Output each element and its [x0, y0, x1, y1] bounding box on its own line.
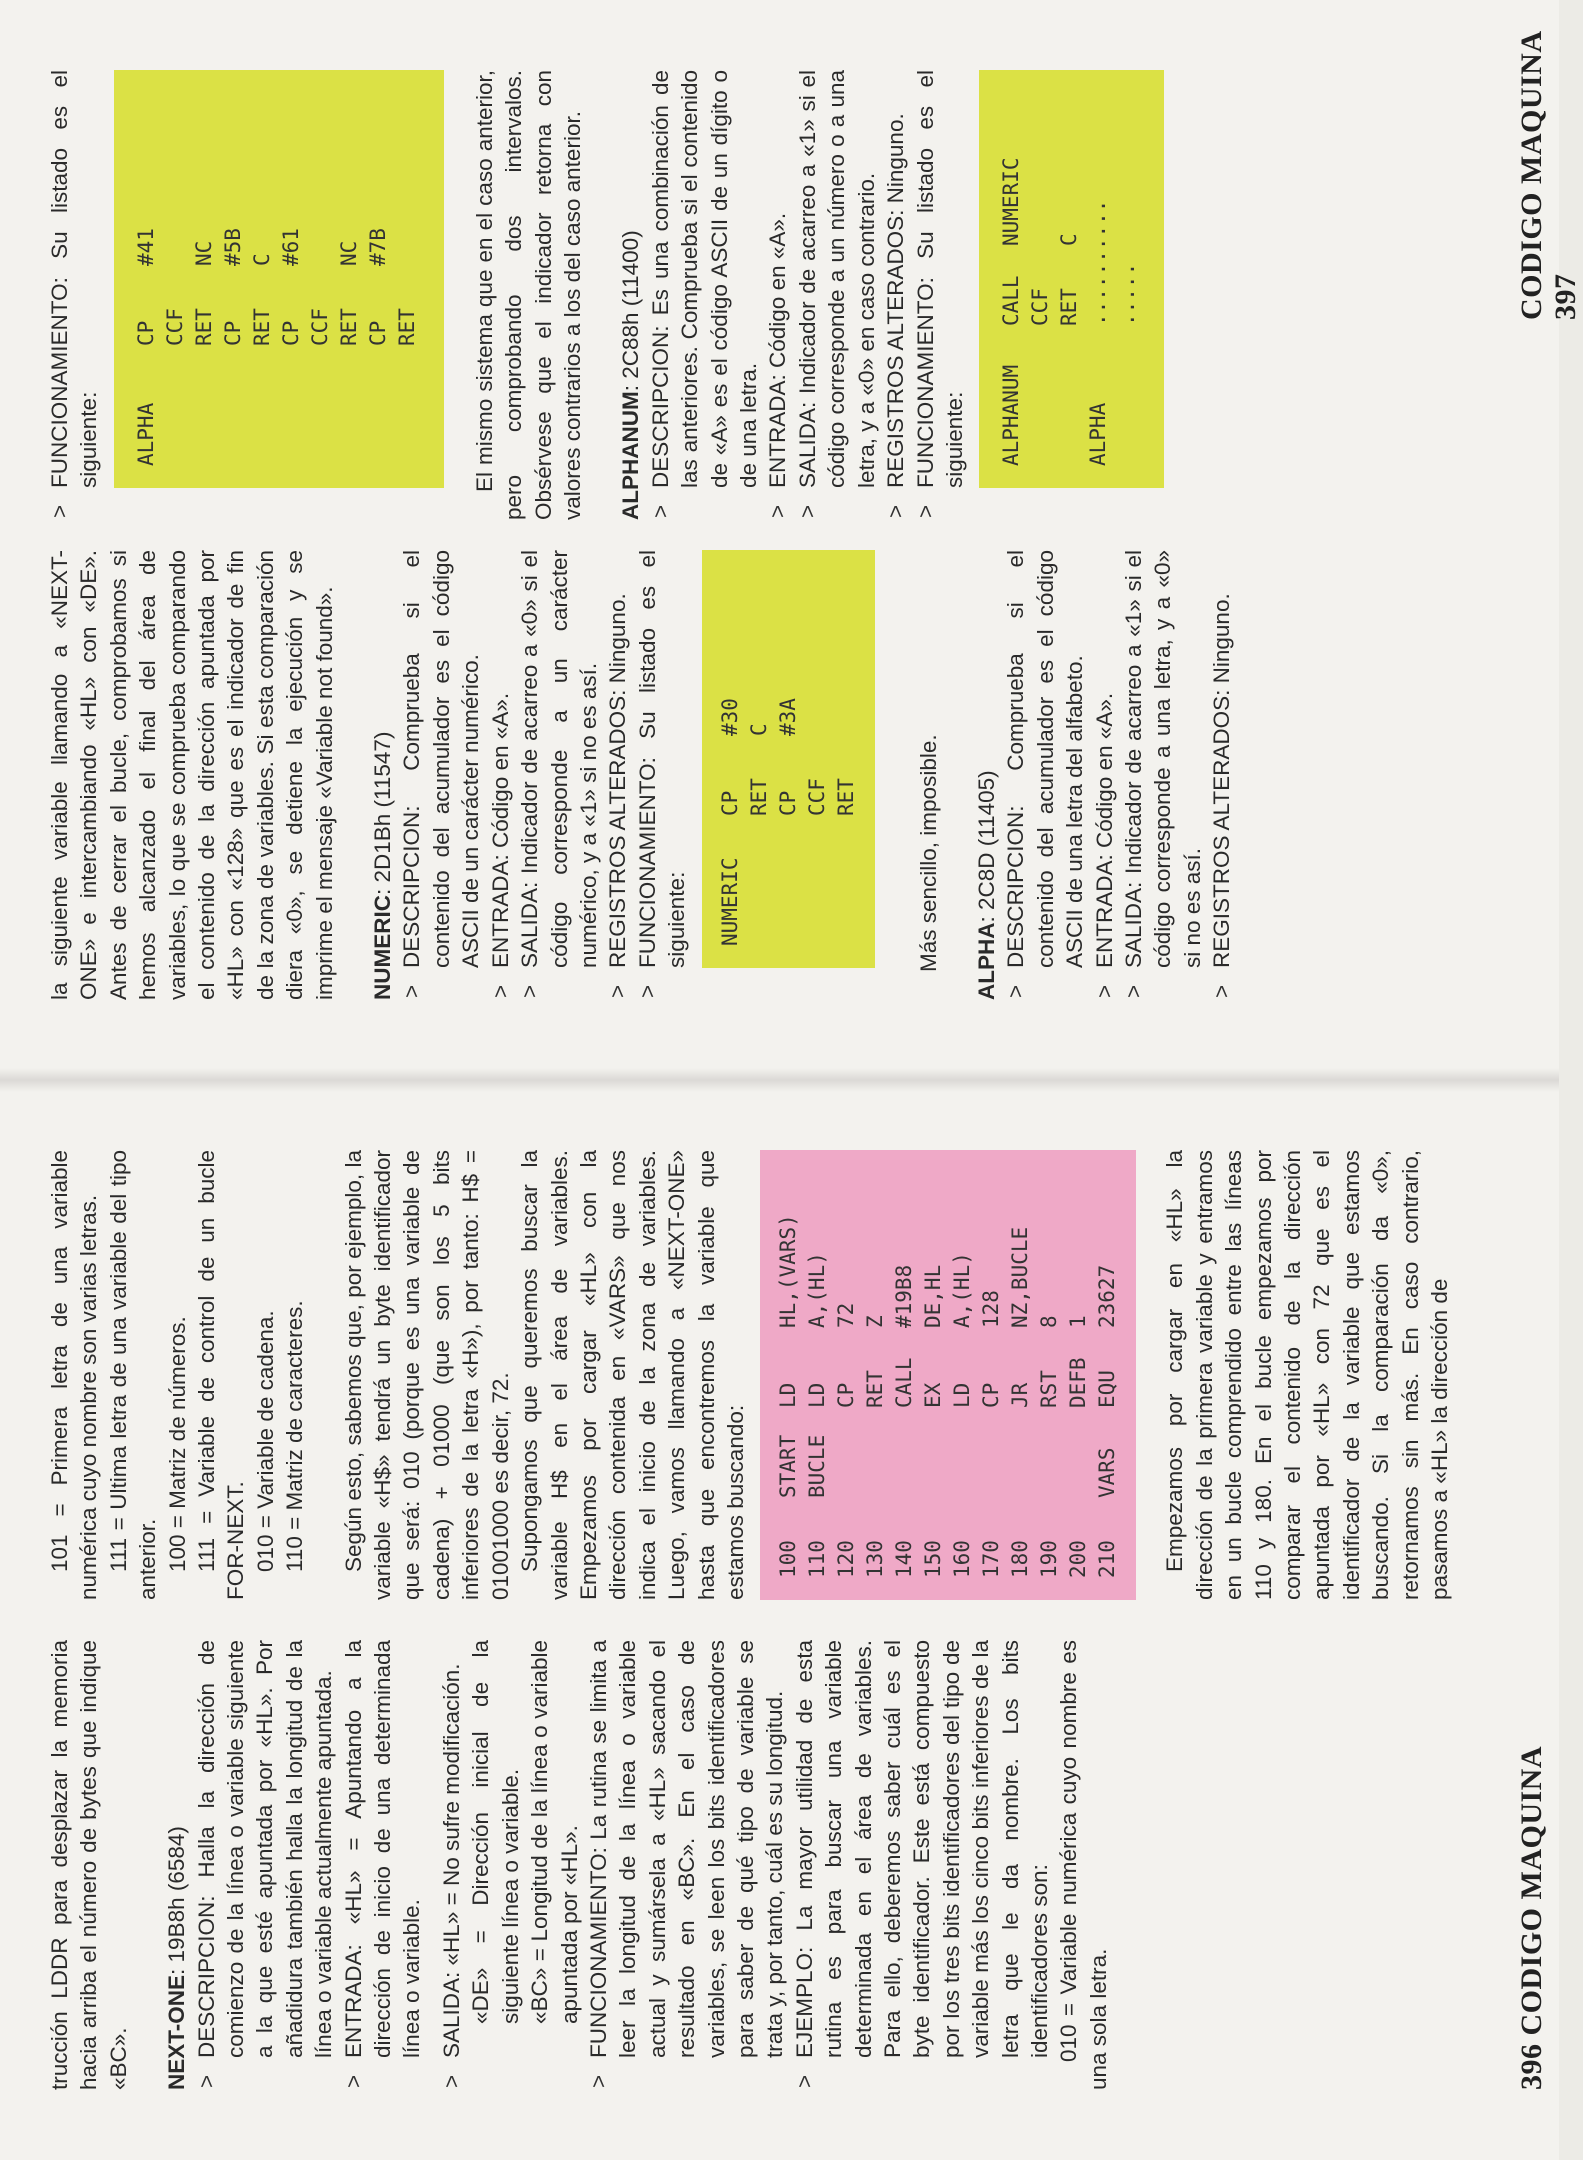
code-operand: 8	[1037, 1315, 1062, 1328]
code-line	[306, 92, 335, 466]
code-operand: HL,(VARS)	[776, 1214, 801, 1328]
line-number: 150	[921, 1540, 946, 1578]
line-number: 110	[805, 1540, 830, 1578]
paragraph: El mismo sistema que en el caso anterior, pero comprobando dos intervalos. Obsérvese que el indicador retorna con valores contrarios a los del caso anterior.	[471, 70, 586, 520]
code-operand: #30	[717, 698, 742, 736]
code-line	[393, 92, 422, 466]
code-operand: #7B	[365, 228, 390, 266]
code-operand: C	[746, 723, 771, 736]
identifier-010: 010 = Variable numérica cuyo nombre es una sola letra.	[1056, 1640, 1111, 2090]
code-line	[745, 572, 774, 946]
code-operand: DE,HL	[921, 1264, 946, 1328]
code-label	[277, 346, 306, 466]
code-opcode: RET	[863, 1370, 888, 1408]
code-line	[977, 1172, 1006, 1578]
entrada-item: > ENTRADA: Código en «A».	[486, 550, 515, 1000]
routine-address: : 2D1Bh (11547)	[370, 731, 396, 895]
identifier-111-last: 111 = Ultima letra de una variable del tipo anterior.	[105, 1150, 161, 1600]
identifier-110: 110 = Matriz de caracteres.	[282, 1300, 308, 1572]
registros-item: > REGISTROS ALTERADOS: Ninguno.	[1207, 550, 1236, 1000]
code-label	[1113, 326, 1142, 466]
code-opcode: RET	[249, 308, 274, 346]
code-opcode: RST	[1037, 1370, 1062, 1408]
code-opcode: EQU	[1095, 1370, 1120, 1408]
code-operand: #61	[278, 228, 303, 266]
code-line	[364, 92, 393, 466]
code-opcode: CCF	[1028, 288, 1053, 326]
code-line	[774, 572, 803, 946]
routine-address: : 2C8D (11405)	[973, 770, 999, 923]
code-label	[161, 346, 190, 466]
code-opcode: LD	[950, 1382, 975, 1408]
code-operand: NC	[336, 240, 361, 266]
code-opcode: CALL	[999, 275, 1024, 326]
code-opcode: CP	[220, 320, 245, 346]
code-operand: 23627	[1095, 1264, 1120, 1328]
identifier-010-string: 010 = Variable de cadena.	[252, 1310, 278, 1572]
code-line	[803, 572, 832, 946]
code-opcode: RET	[746, 778, 771, 816]
salida-item: > SALIDA: Indicador de acarreo a «1» si el código corresponde a un número o a una letra, y a «0» en caso contrario.	[793, 70, 881, 520]
code-operand: 1	[1066, 1315, 1091, 1328]
routine-heading-alphanum	[616, 70, 645, 520]
code-label	[190, 346, 219, 466]
code-label	[335, 346, 364, 466]
code-opcode: CALL	[892, 1357, 917, 1408]
salida-bc-line: «BC» = Longitud de la línea o variable apuntada por «HL».	[527, 1640, 582, 2024]
code-opcode: RET	[336, 308, 361, 346]
identifier-101: 101 = Primera letra de una variable numérica cuyo nombre son varias letras.	[47, 1150, 102, 1600]
code-line	[1026, 92, 1055, 466]
code-line	[1035, 1172, 1064, 1578]
code-operand: Z	[863, 1315, 888, 1328]
code-line	[219, 92, 248, 466]
code-operand: #19B8	[892, 1264, 917, 1328]
identifier-100: 100 = Matriz de números.	[164, 1316, 190, 1572]
code-opcode: ..........	[1086, 199, 1111, 326]
code-label: ALPHA	[1086, 402, 1111, 466]
code-opcode: CCF	[804, 778, 829, 816]
code-opcode: JR	[1008, 1382, 1033, 1408]
code-operand: C	[1057, 233, 1082, 246]
code-operand: 128	[979, 1290, 1004, 1328]
code-label: BUCLE	[805, 1434, 830, 1498]
code-line	[248, 92, 277, 466]
code-opcode: CCF	[162, 308, 187, 346]
code-line	[832, 1172, 861, 1578]
code-line	[1093, 1172, 1122, 1578]
code-operand: #5B	[220, 228, 245, 266]
code-label	[1055, 326, 1084, 466]
code-opcode: .....	[1115, 262, 1140, 326]
paragraph: Supongamos que queremos buscar la variable H$ en el área de variables. Empezamos por cargar «HL» con la dirección contenida en «VARS» que nos indica el inicio de la zona de variables. Luego, vamos llamando a «NEXT-ONE» hasta que encontremos la variable que estamos buscando:	[517, 1150, 748, 1600]
code-label	[803, 816, 832, 946]
line-number: 160	[950, 1540, 975, 1578]
code-opcode: EX	[921, 1382, 946, 1408]
routine-heading-next-one	[162, 1640, 191, 2090]
code-line	[774, 1172, 803, 1578]
page-footer-397: CODIGO MAQUINA 397	[1515, 32, 1582, 320]
salida-item: > SALIDA: Indicador de acarreo a «0» si el código corresponde a un carácter numérico, y a «1» si no es así.	[515, 550, 603, 1000]
paragraph: Más sencillo, imposible.	[915, 734, 941, 972]
code-label	[1006, 1408, 1035, 1498]
ejemplo-item: > EJEMPLO: La mayor utilidad de esta rutina es para buscar una variable determinada en el área de variables. Para ello, deberemos saber cuál es el byte identificador. Este está compuesto por los tres bits identificadores del tipo de variable más los cinco bits inferiores de la letra que le da nombre. Los bits identificadores son:	[790, 1640, 1055, 2090]
salida-de-line: «DE» = Dirección inicial de la siguiente línea o variable.	[468, 1640, 523, 2024]
code-opcode: CP	[979, 1382, 1004, 1408]
code-label: ALPHA	[133, 402, 158, 466]
page-397	[0, 0, 1582, 1080]
registros-item: > REGISTROS ALTERADOS: Ninguno.	[881, 70, 910, 520]
code-line	[1055, 92, 1084, 466]
code-operand: A,(HL)	[805, 1252, 830, 1328]
routine-address: : 19B8h (6584)	[164, 1826, 190, 1975]
salida-item: > SALIDA: «HL» = No sufre modificación.	[437, 1640, 466, 2090]
code-opcode: CP	[717, 790, 742, 816]
code-label	[832, 816, 861, 946]
code-line	[890, 1172, 919, 1578]
code-line	[161, 92, 190, 466]
code-line	[803, 1172, 832, 1578]
code-line	[919, 1172, 948, 1578]
continuation-text: trucción LDDR para desplazar la memoria hacia arriba el número de bytes que indique «BC».	[47, 1640, 131, 2090]
code-opcode: CP	[834, 1382, 859, 1408]
funcionamiento-item: > FUNCIONAMIENTO: Su listado es el siguiente:	[911, 70, 970, 520]
code-label: START	[776, 1434, 801, 1498]
code-label	[890, 1408, 919, 1498]
salida-item: > SALIDA: Indicador de acarreo a «1» si el código corresponde a una letra, y a «0» si no es así.	[1119, 550, 1207, 1000]
code-label	[977, 1408, 1006, 1498]
code-line	[132, 92, 161, 466]
code-label	[248, 346, 277, 466]
code-operand: NUMERIC	[999, 157, 1024, 246]
paragraph: Según esto, sabemos que, por ejemplo, la variable «H$» tendrá un byte identificador que será: 010 (porque es una variable de cadena) + 01000 (que son los 5 bits inferiores de la letra «H»), por tanto: H$ = 01001000 es decir, 72.	[340, 1150, 513, 1600]
funcionamiento-item: > FUNCIONAMIENTO: La rutina se limita a leer la longitud de la línea o variable actual y sumársela a «HL» sacando el resultado en «BC». En el caso de variables, se leen los bits identificadores para saber de qué tipo de variable se trata y, por tanto, cuál es su longitud.	[584, 1640, 790, 2090]
line-number: 180	[1008, 1540, 1033, 1578]
code-label	[861, 1408, 890, 1498]
routine-name: NUMERIC	[370, 895, 396, 1000]
line-number: 100	[776, 1540, 801, 1578]
code-opcode: RET	[394, 308, 419, 346]
code-operand: NC	[191, 240, 216, 266]
page-396	[0, 1080, 1559, 2160]
code-opcode: RET	[1057, 288, 1082, 326]
line-number: 210	[1095, 1540, 1120, 1578]
code-operand: 72	[834, 1302, 859, 1328]
code-label	[948, 1408, 977, 1498]
code-opcode: LD	[805, 1382, 830, 1408]
code-line	[997, 92, 1026, 466]
code-line	[1006, 1172, 1035, 1578]
code-label	[364, 346, 393, 466]
code-opcode: CP	[133, 320, 158, 346]
registros-item: > REGISTROS ALTERADOS: Ninguno.	[603, 550, 632, 1000]
code-label	[1035, 1408, 1064, 1498]
code-line	[716, 572, 745, 946]
code-label	[919, 1408, 948, 1498]
entrada-item: > ENTRADA: Código en «A».	[763, 70, 792, 520]
code-operand: A,(HL)	[950, 1252, 975, 1328]
code-opcode: CP	[365, 320, 390, 346]
code-listing-alpha	[114, 70, 444, 488]
code-line	[861, 1172, 890, 1578]
routine-address: : 2C88h (11400)	[618, 230, 644, 392]
line-number: 200	[1066, 1540, 1091, 1578]
code-line	[832, 572, 861, 946]
code-label	[1064, 1408, 1093, 1498]
description-item: > DESCRIPCION: Comprueba si el contenido del acumulador es el código ASCII de un carácter numérico.	[397, 550, 485, 1000]
right-page-column-2	[45, 70, 1174, 520]
code-opcode: DEFB	[1066, 1357, 1091, 1408]
code-line	[1064, 1172, 1093, 1578]
code-opcode: LD	[776, 1382, 801, 1408]
code-line	[948, 1172, 977, 1578]
line-number: 190	[1037, 1540, 1062, 1578]
continuation-text: la siguiente variable llamando a «NEXT-ONE» e intercambiando «HL» con «DE». Antes de cerrar el bucle, comprobamos si hemos alcanzado el final del área de variables, lo que se comprueba comparando el contenido de la dirección apuntada por «HL» con «128» que es el indicador de fin de la zona de variables. Si esta comparación diera «0», se detiene la ejecución y se imprime el mensaje «Variable not found».	[47, 550, 337, 1000]
left-page-column-2	[45, 1150, 1454, 1600]
description-item: > DESCRIPCION: Es una combinación de las anteriores. Comprueba si el contenido de «A» es el código ASCII de un dígito o de una letra.	[646, 70, 764, 520]
paragraph: Empezamos por cargar en «HL» la dirección de la primera variable y entramos en un bucle comprendido entre las líneas 110 y 180. En el bucle empezamos por comparar el contenido de la dirección apuntada por «HL» con 72 que es el identificador de la variable que estamos buscando. Si la comparación da «0», retornamos sin más. En caso contrario, pasamos a «HL» la dirección de	[1162, 1150, 1452, 1600]
code-listing-alphanum	[979, 70, 1164, 488]
code-label	[219, 346, 248, 466]
code-opcode: RET	[833, 778, 858, 816]
code-operand: NZ,BUCLE	[1008, 1226, 1033, 1328]
code-line	[335, 92, 364, 466]
code-opcode: CP	[775, 790, 800, 816]
code-listing-next-one	[760, 1150, 1136, 1600]
right-page-column-1	[45, 550, 1237, 1000]
entrada-item: > ENTRADA: Código en «A».	[1090, 550, 1119, 1000]
code-label: NUMERIC	[717, 857, 742, 946]
description-item: > DESCRIPCION: Comprueba si el contenido del acumulador es el código ASCII de una letra del alfabeto.	[1001, 550, 1089, 1000]
code-label	[306, 346, 335, 466]
description-item: > DESCRIPCION: Halla la dirección de comienzo de la línea o variable siguiente a la que esté apuntada por «HL». Por añadidura también halla la longitud de la línea o variable actualmente apuntada.	[192, 1640, 339, 2090]
routine-heading-numeric	[368, 550, 397, 1000]
code-label: ALPHANUM	[999, 364, 1024, 466]
identifier-111-for: 111 = Variable de control de un bucle FOR-NEXT.	[194, 1150, 249, 1600]
line-number: 140	[892, 1540, 917, 1578]
code-operand: C	[249, 253, 274, 266]
line-number: 130	[863, 1540, 888, 1578]
code-opcode: RET	[191, 308, 216, 346]
code-line	[1084, 92, 1113, 466]
code-operand: #3A	[775, 698, 800, 736]
line-number: 170	[979, 1540, 1004, 1578]
funcionamiento-item: > FUNCIONAMIENTO: Su listado es el siguiente:	[45, 70, 104, 520]
code-line	[190, 92, 219, 466]
code-opcode: CP	[278, 320, 303, 346]
funcionamiento-item: > FUNCIONAMIENTO: Su listado es el siguiente:	[633, 550, 692, 1000]
code-label	[393, 346, 422, 466]
code-label	[745, 816, 774, 946]
code-label	[1026, 326, 1055, 466]
code-operand: #41	[133, 228, 158, 266]
code-label	[832, 1408, 861, 1498]
entrada-item: > ENTRADA: «HL» = Apuntando a la dirección de inicio de una determinada línea o variable.	[339, 1640, 427, 2090]
code-label	[774, 816, 803, 946]
code-opcode: CCF	[307, 308, 332, 346]
code-line	[1113, 92, 1142, 466]
routine-name: NEXT-ONE	[164, 1974, 190, 2090]
page-footer-396: 396 CODIGO MAQUINA	[1515, 1746, 1548, 2090]
left-page-column-1	[45, 1640, 1113, 2090]
routine-name: ALPHANUM	[618, 391, 644, 520]
code-line	[277, 92, 306, 466]
code-listing-numeric	[702, 550, 875, 968]
routine-heading-alpha	[972, 550, 1001, 1000]
line-number: 120	[834, 1540, 859, 1578]
code-label: VARS	[1095, 1447, 1120, 1498]
routine-name: ALPHA	[973, 922, 999, 1000]
